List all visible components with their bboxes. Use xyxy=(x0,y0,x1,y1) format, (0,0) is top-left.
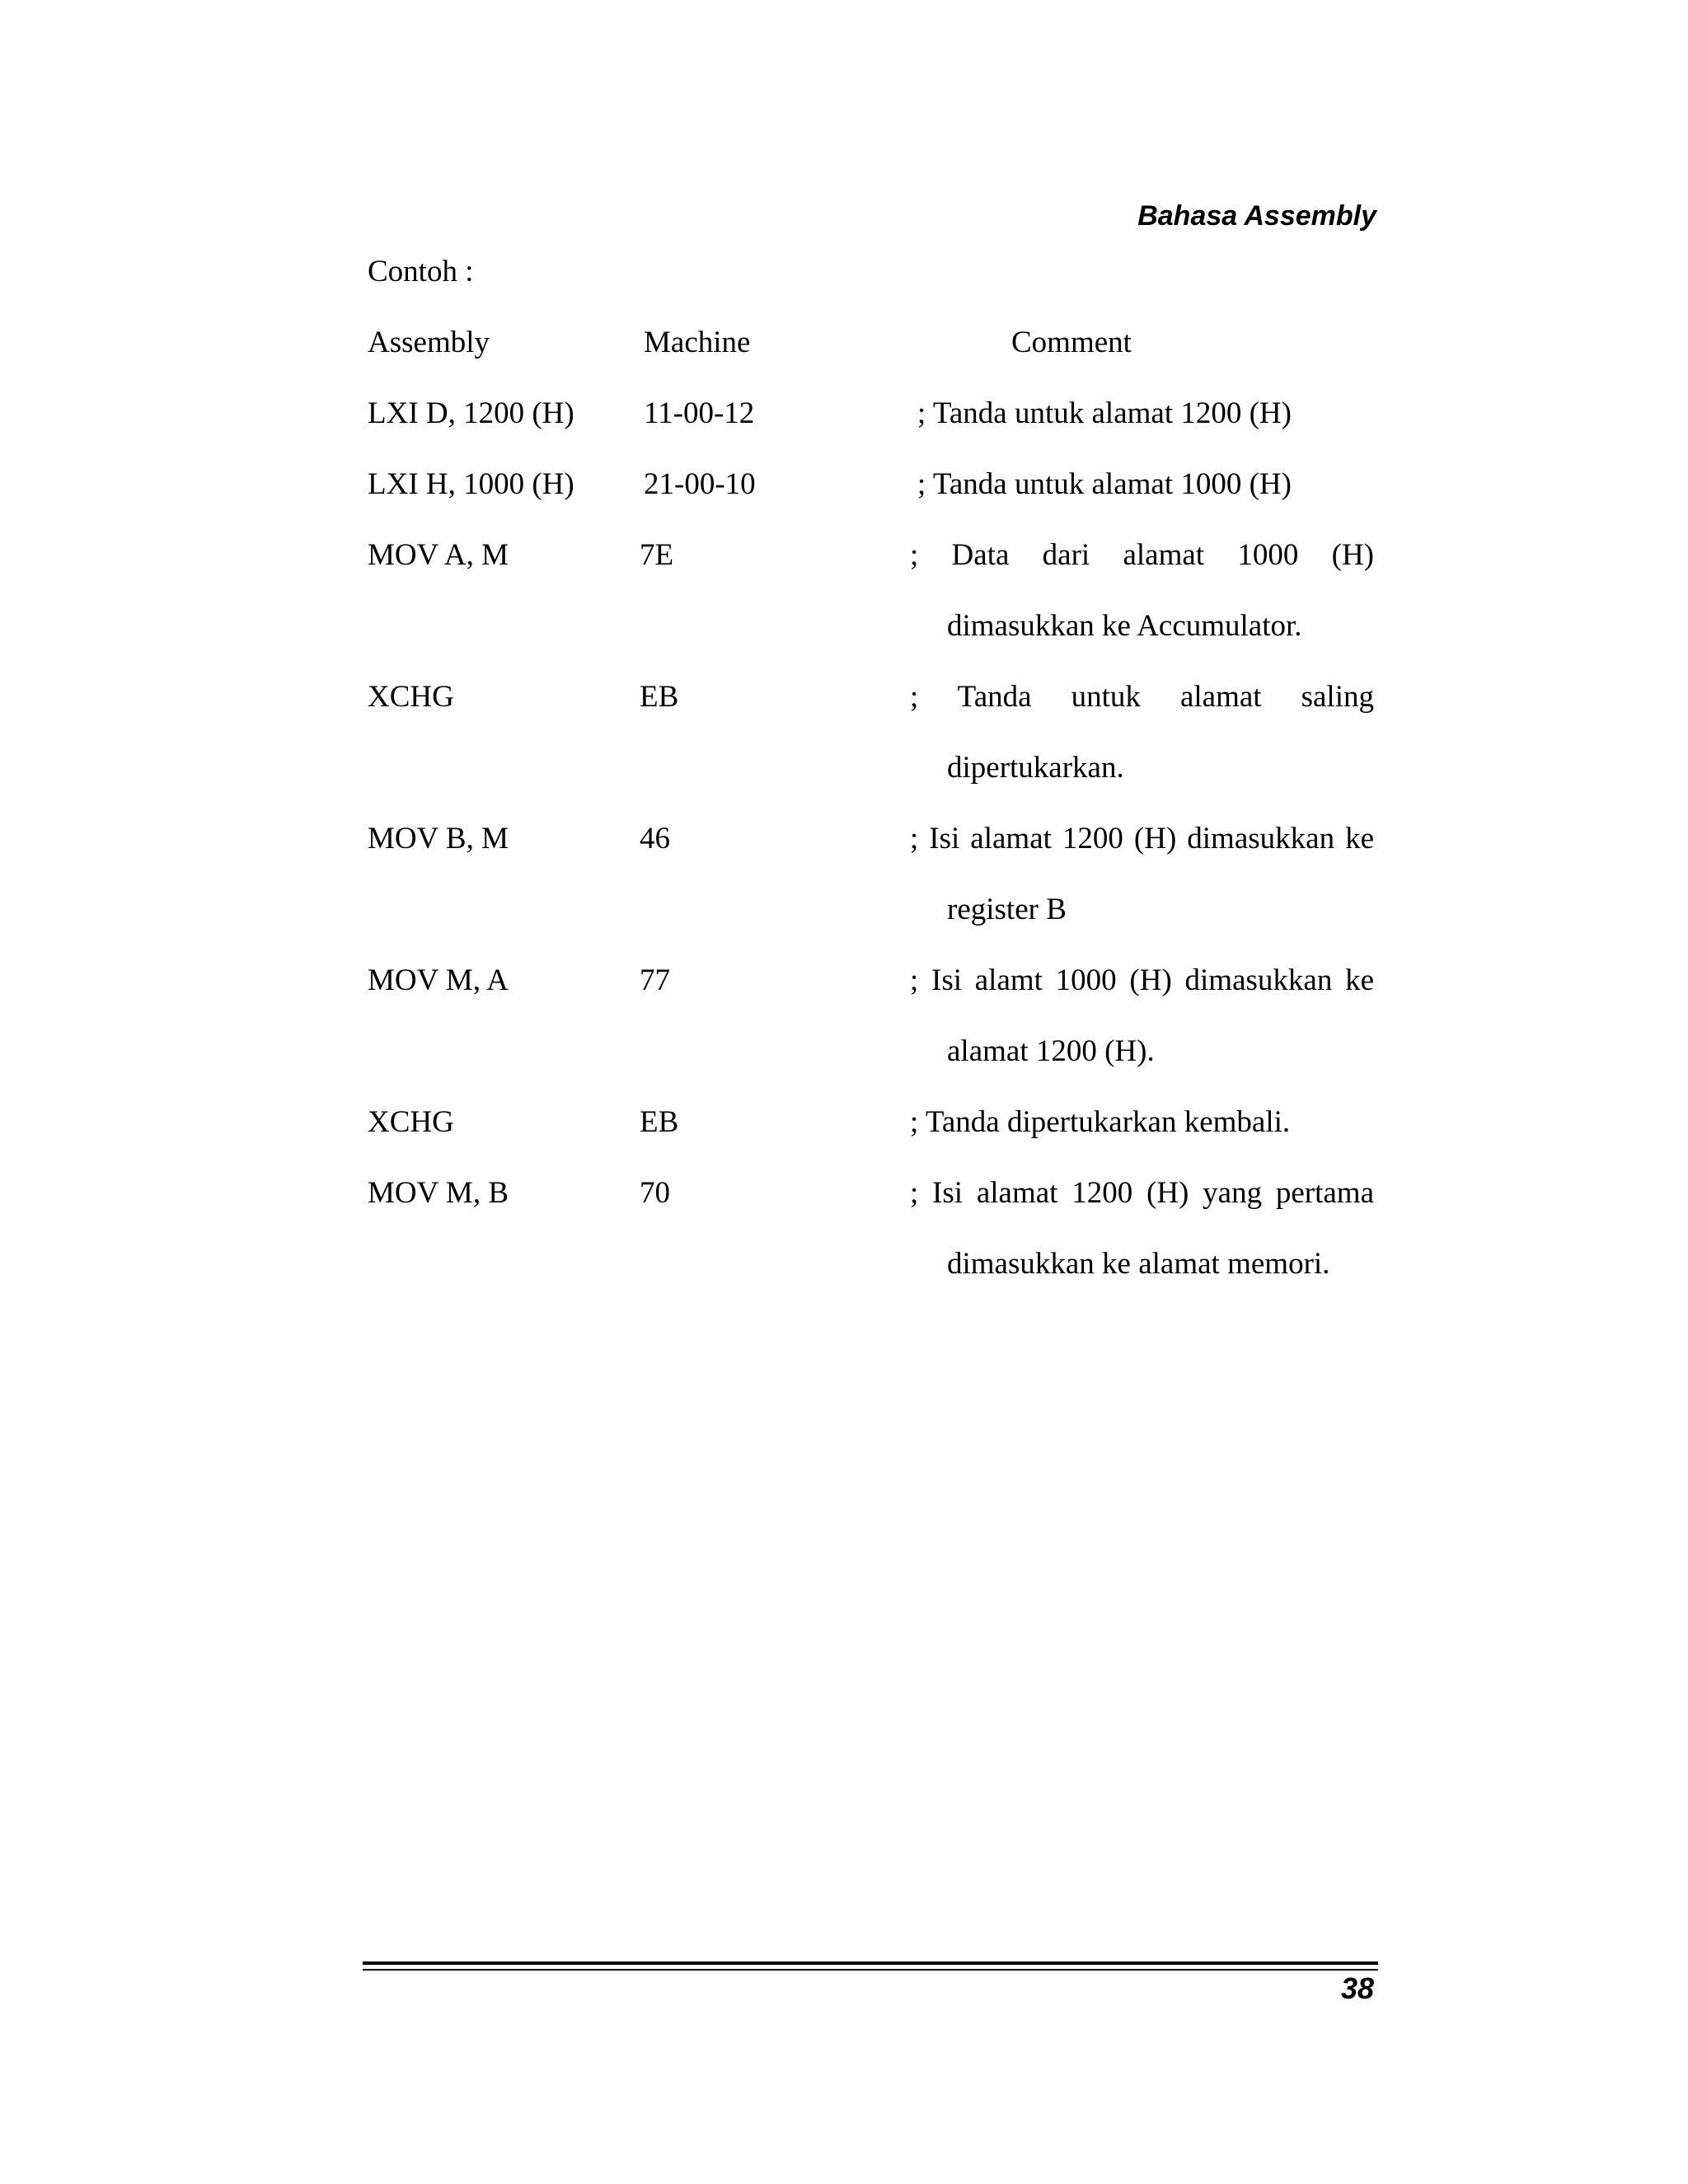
comment-line: ; Tanda untuk alamat 1200 (H) xyxy=(917,396,1292,430)
running-header: Bahasa Assembly xyxy=(1137,200,1376,232)
code-row xyxy=(0,536,1688,677)
comment-continuation: dipertukarkan. xyxy=(947,751,1124,785)
comment-line: ; Tanda untuk alamat saling xyxy=(910,680,1374,714)
machine-code: 11-00-12 xyxy=(644,396,755,430)
assembly-instruction: MOV A, M xyxy=(368,538,509,572)
column-header-comment: Comment xyxy=(1011,326,1132,359)
assembly-instruction: MOV B, M xyxy=(368,822,509,855)
assembly-instruction: MOV M, B xyxy=(368,1176,509,1210)
comment-continuation: dimasukkan ke alamat memori. xyxy=(947,1247,1330,1281)
assembly-instruction: LXI H, 1000 (H) xyxy=(368,467,574,501)
instruction-comment xyxy=(910,536,1374,646)
comment-line: ; Tanda dipertukarkan kembali. xyxy=(910,1105,1291,1139)
footer-rule xyxy=(363,1961,1378,1965)
column-header-assembly: Assembly xyxy=(368,326,490,359)
instruction-comment xyxy=(910,1103,1374,1142)
machine-code: 46 xyxy=(640,822,670,855)
instruction-comment xyxy=(910,819,1374,930)
instruction-comment xyxy=(910,677,1374,788)
code-row xyxy=(0,961,1688,1103)
comment-line: ; Tanda untuk alamat 1000 (H) xyxy=(917,467,1292,501)
comment-continuation: dimasukkan ke Accumulator. xyxy=(947,609,1302,643)
code-row xyxy=(0,677,1688,819)
page-number: 38 xyxy=(1340,1971,1374,2005)
instruction-comment xyxy=(917,394,1381,434)
code-row xyxy=(0,819,1688,961)
comment-line: ; Data dari alamat 1000 (H) xyxy=(910,538,1374,572)
comment-line: ; Isi alamat 1200 (H) yang pertama xyxy=(910,1176,1374,1210)
assembly-instruction: MOV M, A xyxy=(368,963,509,997)
code-row xyxy=(0,1174,1688,1315)
comment-continuation: alamat 1200 (H). xyxy=(947,1034,1155,1068)
comment-continuation: register B xyxy=(947,893,1067,926)
machine-code: EB xyxy=(640,680,679,714)
comment-line: ; Isi alamat 1200 (H) dimasukkan ke xyxy=(910,822,1374,855)
assembly-instruction: XCHG xyxy=(368,1105,454,1139)
instruction-comment xyxy=(910,961,1374,1071)
example-label: Contoh : xyxy=(368,255,474,288)
machine-code: 21-00-10 xyxy=(644,467,756,501)
instruction-comment xyxy=(910,1174,1374,1284)
column-header-machine: Machine xyxy=(644,326,751,359)
machine-code: EB xyxy=(640,1105,679,1139)
footer-rule-thin xyxy=(363,1969,1378,1971)
assembly-instruction: LXI D, 1200 (H) xyxy=(368,396,574,430)
machine-code: 70 xyxy=(640,1176,670,1210)
assembly-instruction: XCHG xyxy=(368,680,454,714)
comment-line: ; Isi alamt 1000 (H) dimasukkan ke xyxy=(910,963,1374,997)
machine-code: 77 xyxy=(640,963,670,997)
machine-code: 7E xyxy=(640,538,674,572)
instruction-comment xyxy=(917,465,1381,504)
